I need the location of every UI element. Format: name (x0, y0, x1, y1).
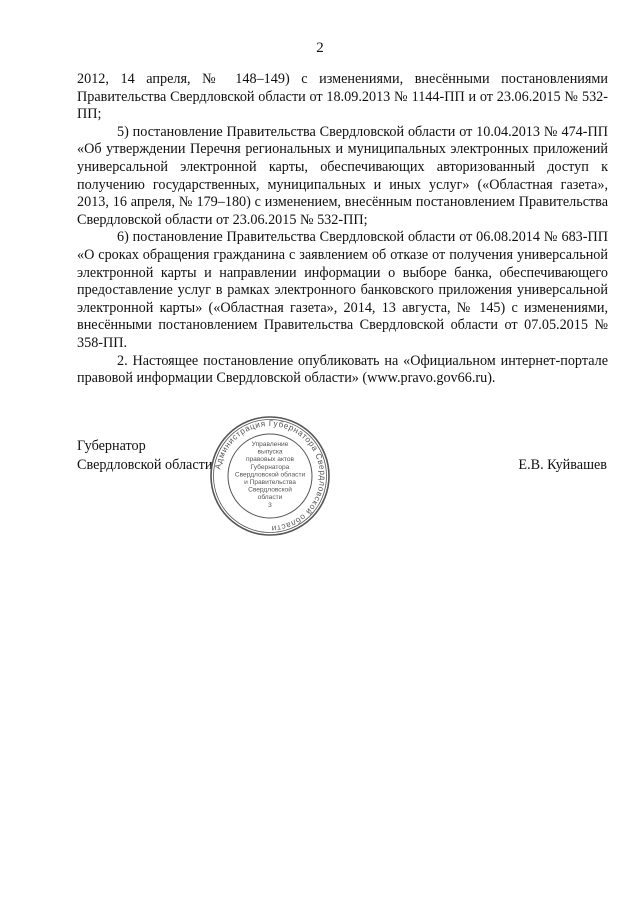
paragraph-item-6: 6) постановление Правительства Свердловской области от 06.08.2014 № 683-ПП «О сроках обращения гражданина с заявлением об отказе от получения универсальной электронной карты и направлении информации о выборе банка, обеспечивающего предоставление услуг в рамках электронного банковского приложения универсальной электронной карты» («Областная газета», 2014, 13 августа, № 145) с изменениями, внесёнными постановлением Правительства Свердловской области от 07.05.2015 № 358-ПП. (77, 229, 608, 351)
stamp-center-line: Губернатора (250, 463, 290, 471)
paragraph-publication: 2. Настоящее постановление опубликовать на «Официальном интернет-портале правовой информации Свердловской области» (www.pravo.gov66.ru). (77, 352, 608, 387)
page-number: 2 (316, 40, 324, 56)
paragraph-continuation: 2012, 14 апреля, № 148–149) с изменениями, внесёнными постановлениями Правительства Свердловской области от 18.09.2013 № 1144-ПП и от 23.06.2015 № 532-ПП; (77, 71, 608, 123)
signatory-name: Е.В. Куйвашев (518, 457, 607, 473)
stamp-ring-text: Администрация Губернатора Свердловской области (213, 418, 328, 534)
stamp-center-line: области (257, 494, 283, 502)
signatory-position-line2: Свердловской области (77, 457, 213, 473)
stamp-center-line: выпуска (257, 448, 283, 456)
paragraph-item-5: 5) постановление Правительства Свердловской области от 10.04.2013 № 474-ПП «Об утверждении Перечня региональных и муниципальных электронных приложений универсальной электронной карты, обеспечивающих авторизованный доступ к получению государственных, муниципальных и иных услуг» («Областная газета», 2013, 16 апреля, № 179–180) с изменением, внесённым постановлением Правительства Свердловской области от 23.06.2015 № 532-ПП; (77, 123, 608, 228)
stamp-center-line: Свердловской области (234, 471, 306, 479)
signatory-position-line1: Губернатор (77, 438, 146, 454)
stamp-center-line: Управление (251, 441, 289, 448)
signatory-position (77, 437, 212, 475)
stamp-center-line: 3 (268, 501, 272, 509)
document-body (77, 71, 608, 388)
stamp-center-line: и Правительства (244, 479, 296, 486)
official-seal-stamp (209, 415, 331, 537)
stamp-center-line: правовых актов (245, 456, 295, 464)
stamp-center-line: Свердловской (248, 486, 292, 494)
